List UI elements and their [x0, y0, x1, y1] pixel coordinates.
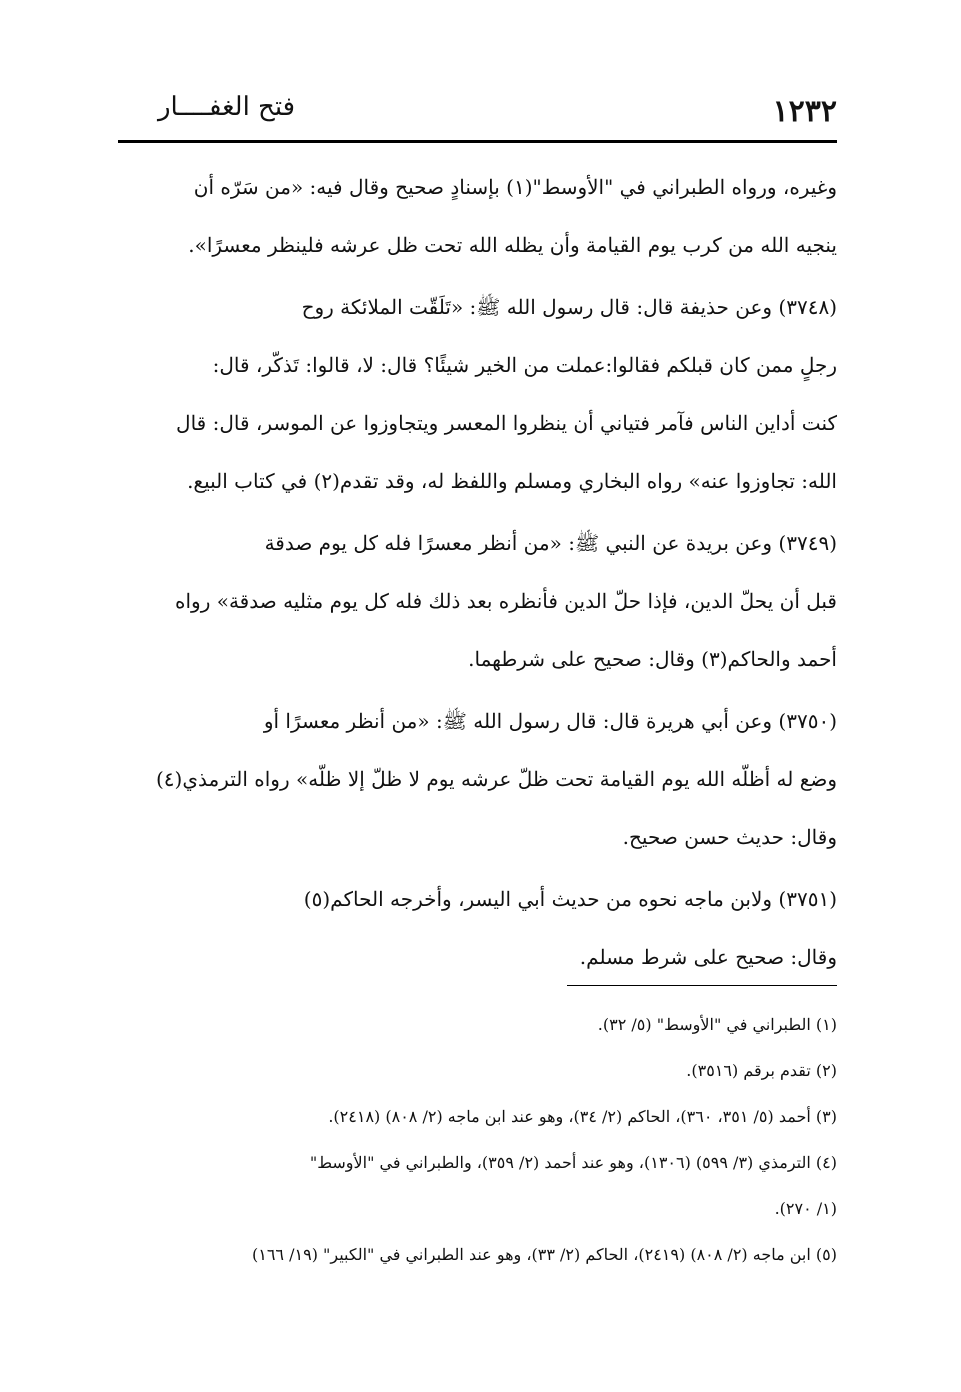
text-line: رجلٍ ممن كان قبلكم فقالوا:عملت من الخير شيئًا؟ قال: لا، قالوا: تَذكّر، قال:: [212, 353, 837, 377]
footnote-1: (١) الطبراني في "الأوسط" (٥/ ٣٢).: [597, 1015, 837, 1034]
page-number: ١٢٣٢: [772, 94, 837, 129]
footnote-4: (٤) الترمذي (٣/ ٥٩٩) (١٣٠٦)، وهو عند أحمد (٢/ ٣٥٩)، والطبراني في "الأوسط": [309, 1153, 837, 1172]
text-line: كنت أداين الناس فآمر فتياني أن ينظروا المعسر ويتجاوزوا عن الموسر، قال: قال: [176, 411, 837, 435]
hadith-3749-line: (٣٧٤٩) وعن بريدة عن النبي ﷺ: «من أنظر معسرًا فله كل يوم صدقة: [264, 531, 837, 555]
hadith-3750-line: (٣٧٥٠) وعن أبي هريرة قال: قال رسول الله ﷺ: «من أنظر معسرًا أو: [263, 709, 837, 733]
header-rule: [118, 140, 837, 143]
footnote-4-continued: (١/ ٢٧٠).: [774, 1199, 837, 1218]
main-text: [118, 158, 837, 986]
footnote-3: (٣) أحمد (٥/ ٣٥١، ٣٦٠)، الحاكم (٢/ ٣٤)، وهو عند ابن ماجه (٢/ ٨٠٨) (٢٤١٨).: [328, 1107, 837, 1126]
text-line: وقال: حديث حسن صحيح.: [622, 825, 837, 849]
footnote-2: (٢) تقدم برقم (٣٥١٦).: [686, 1061, 837, 1080]
book-title: فتح الغفــــار: [158, 92, 296, 122]
text-line: وغيره، ورواه الطبراني في "الأوسط"(١) بإسنادٍ صحيح وقال فيه: «من سَرّه أن: [193, 175, 837, 199]
hadith-3751-line: (٣٧٥١) ولابن ماجه نحوه من حديث أبي اليسر، وأخرجه الحاكم(٥): [303, 887, 837, 911]
footnote-5: (٥) ابن ماجه (٢/ ٨٠٨) (٢٤١٩)، الحاكم (٢/ ٣٣)، وهو عند الطبراني في "الكبير" (١٩/ ١٦٦): [251, 1245, 837, 1264]
text-line: قبل أن يحلّ الدين، فإذا حلّ الدين فأنظره بعد ذلك فله كل يوم مثليه صدقة» رواه: [175, 589, 837, 613]
text-line: ينجيه الله من كرب يوم القيامة وأن يظله الله تحت ظل عرشه فلينظر معسرًا».: [188, 233, 837, 257]
hadith-3748-line: (٣٧٤٨) وعن حذيفة قال: قال رسول الله ﷺ: «تَلَقّت الملائكة روح: [301, 295, 837, 319]
text-line: أحمد والحاكم(٣) وقال: صحيح على شرطهما.: [468, 647, 837, 671]
footnotes: [118, 1002, 837, 1278]
text-line: وضع له أظلّه الله يوم القيامة تحت ظلّ عرشه يوم لا ظلّ إلا ظلّه» رواه الترمذي(٤): [155, 767, 837, 791]
text-line: وقال: صحيح على شرط مسلم.: [579, 945, 837, 969]
text-line: الله: تجاوزوا عنه» رواه البخاري ومسلم واللفظ له، وقد تقدم(٢) في كتاب البيع.: [187, 469, 837, 493]
running-header: [118, 92, 837, 144]
footnote-separator: [567, 985, 837, 986]
